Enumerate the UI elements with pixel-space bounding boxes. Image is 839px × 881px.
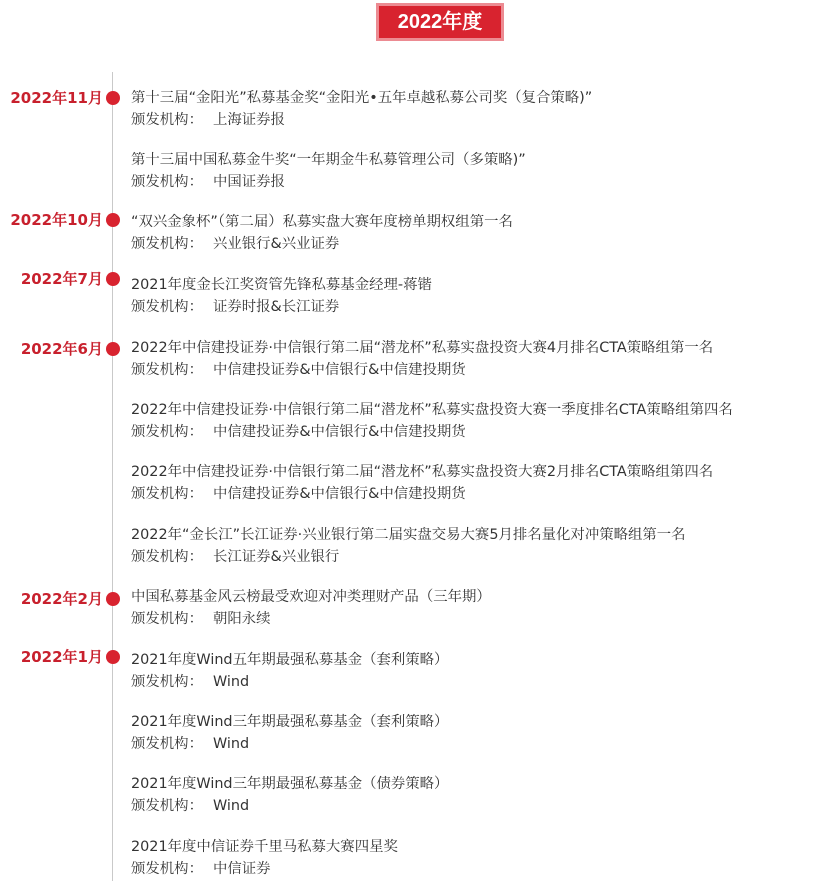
award-title: 2021年度Wind三年期最强私募基金（债券策略） [131, 776, 449, 792]
organizer-name: 中信建投证券&中信银行&中信建投期货 [212, 362, 466, 378]
organizer-label: 颁发机构： [131, 299, 203, 315]
organizer-label: 颁发机构： [131, 736, 203, 752]
organizer-name: 上海证券报 [212, 112, 285, 128]
organizer-name: 中国证券报 [212, 174, 285, 190]
award-organizer [131, 421, 836, 443]
date-label: 2022年10月 [10, 211, 103, 229]
organizer-name: 证券时报&长江证券 [212, 299, 340, 315]
award-organizer [131, 359, 836, 381]
award-title: 2022年中信建投证券·中信银行第二届“潜龙杯”私募实盘投资大赛4月排名CTA策略组第一名 [131, 340, 714, 356]
timeline-dot-icon [106, 213, 120, 227]
award-organizer [131, 733, 836, 755]
award-organizer [131, 171, 836, 193]
organizer-label: 颁发机构： [131, 549, 203, 565]
award-entry [131, 274, 836, 318]
organizer-label: 颁发机构： [131, 611, 203, 627]
award-entry [131, 773, 836, 817]
timeline-line [112, 72, 113, 881]
award-organizer [131, 858, 836, 880]
organizer-name: 中信建投证券&中信银行&中信建投期货 [212, 486, 466, 502]
date-label: 2022年6月 [20, 340, 103, 358]
organizer-name: 兴业银行&兴业证券 [212, 236, 340, 252]
award-title: 2022年“金长江”长江证券·兴业银行第二届实盘交易大赛5月排名量化对冲策略组第一名 [131, 527, 686, 543]
organizer-label: 颁发机构： [131, 424, 203, 440]
award-organizer [131, 483, 836, 505]
organizer-label: 颁发机构： [131, 362, 203, 378]
award-entry [131, 87, 836, 131]
award-organizer [131, 671, 836, 693]
organizer-label: 颁发机构： [131, 236, 203, 252]
organizer-name: Wind [212, 736, 250, 752]
award-entry [131, 149, 836, 193]
organizer-name: 长江证券&兴业银行 [212, 549, 340, 565]
award-title: 2021年度Wind三年期最强私募基金（套利策略） [131, 714, 449, 730]
award-title: 2021年度中信证券千里马私募大赛四星奖 [131, 839, 398, 855]
award-organizer [131, 546, 836, 568]
award-organizer [131, 296, 836, 318]
award-title: 中国私募基金风云榜最受欢迎对冲类理财产品（三年期） [131, 589, 491, 605]
date-label: 2022年1月 [20, 648, 103, 666]
award-entry [131, 711, 836, 755]
timeline-dot-icon [106, 592, 120, 606]
timeline-dot-icon [106, 91, 120, 105]
award-title: 2022年中信建投证券·中信银行第二届“潜龙杯”私募实盘投资大赛一季度排名CTA策略组第四名 [131, 402, 733, 418]
award-organizer [131, 233, 836, 255]
timeline-dot-icon [106, 272, 120, 286]
timeline-dot-icon [106, 342, 120, 356]
award-organizer [131, 608, 836, 630]
organizer-label: 颁发机构： [131, 174, 203, 190]
award-title: 第十三届中国私募金牛奖“一年期金牛私募管理公司（多策略)” [131, 152, 526, 168]
year-title-badge: 2022年度 [376, 3, 504, 41]
award-entry [131, 461, 836, 505]
date-label: 2022年2月 [20, 590, 103, 608]
award-title: 2022年中信建投证券·中信银行第二届“潜龙杯”私募实盘投资大赛2月排名CTA策略组第四名 [131, 464, 714, 480]
award-entry [131, 586, 836, 630]
organizer-name: Wind [212, 674, 250, 690]
organizer-name: 中信证券 [212, 861, 271, 877]
organizer-label: 颁发机构： [131, 861, 203, 877]
date-label: 2022年11月 [10, 89, 103, 107]
date-label: 2022年7月 [20, 270, 103, 288]
award-organizer [131, 109, 836, 131]
award-entry [131, 524, 836, 568]
organizer-name: Wind [212, 798, 250, 814]
award-title: 第十三届“金阳光”私募基金奖“金阳光•五年卓越私募公司奖（复合策略)” [131, 90, 593, 106]
organizer-name: 朝阳永续 [212, 611, 271, 627]
award-title: 2021年度金长江奖资管先锋私募基金经理-蒋锴 [131, 277, 432, 293]
award-entry [131, 836, 836, 880]
organizer-label: 颁发机构： [131, 674, 203, 690]
award-organizer [131, 795, 836, 817]
timeline-dot-icon [106, 650, 120, 664]
award-entry [131, 211, 836, 255]
award-title: 2021年度Wind五年期最强私募基金（套利策略） [131, 652, 449, 668]
organizer-name: 中信建投证券&中信银行&中信建投期货 [212, 424, 466, 440]
award-entry [131, 337, 836, 381]
award-title: “双兴金象杯”（第二届）私募实盘大赛年度榜单期权组第一名 [131, 214, 513, 230]
award-entry [131, 399, 836, 443]
organizer-label: 颁发机构： [131, 486, 203, 502]
award-entry [131, 649, 836, 693]
organizer-label: 颁发机构： [131, 798, 203, 814]
organizer-label: 颁发机构： [131, 112, 203, 128]
